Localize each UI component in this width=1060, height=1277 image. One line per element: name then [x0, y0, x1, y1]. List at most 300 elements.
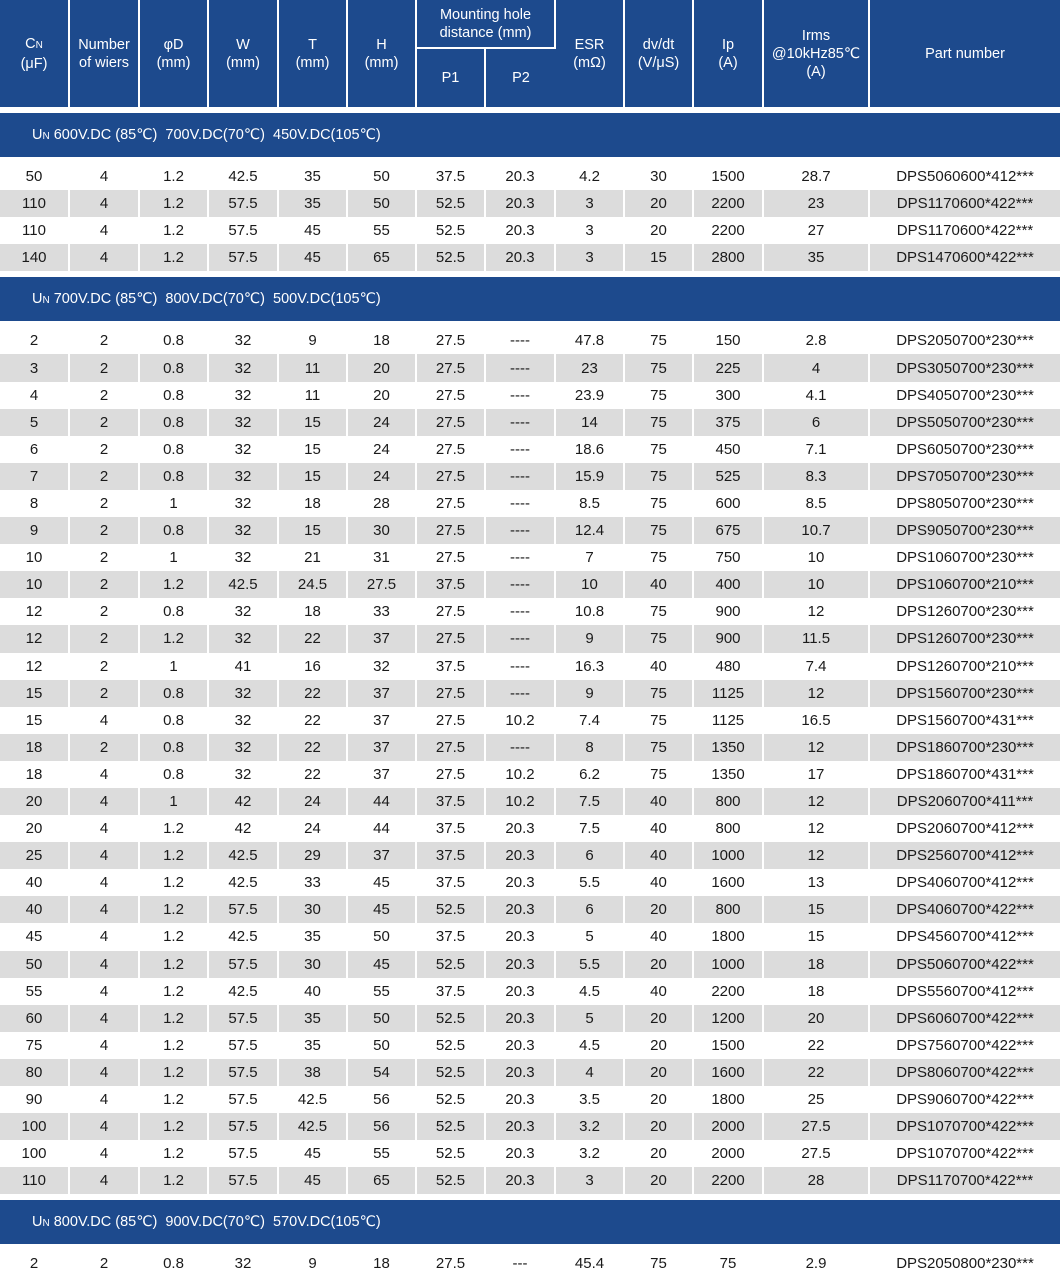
- cell-ip: 900: [694, 625, 764, 652]
- cell-ip: 2000: [694, 1113, 764, 1140]
- cell-p1: 52.5: [417, 244, 486, 271]
- cell-diameter: 1.2: [140, 571, 209, 598]
- cell-dvdt: 75: [625, 517, 694, 544]
- cell-p2: ----: [486, 490, 556, 517]
- table-header: [0, 0, 1060, 107]
- table-row: [0, 463, 1060, 490]
- cell-part-number: DPS1170700*422***: [870, 1167, 1060, 1194]
- cell-height: 30: [348, 517, 417, 544]
- cell-thickness: 42.5: [279, 1113, 348, 1140]
- cell-p1: 27.5: [417, 598, 486, 625]
- cell-p2: ----: [486, 463, 556, 490]
- cell-capacitance: 20: [0, 815, 70, 842]
- cell-irms: 25: [764, 1086, 870, 1113]
- cell-width: 32: [209, 490, 279, 517]
- cell-height: 50: [348, 163, 417, 190]
- cell-ip: 1350: [694, 734, 764, 761]
- cell-esr: 23.9: [556, 382, 625, 409]
- table-row: [0, 815, 1060, 842]
- cell-width: 42.5: [209, 842, 279, 869]
- cell-thickness: 16: [279, 653, 348, 680]
- cell-esr: 47.8: [556, 327, 625, 354]
- cell-width: 42.5: [209, 163, 279, 190]
- cell-part-number: DPS1170600*422***: [870, 190, 1060, 217]
- cell-dvdt: 20: [625, 1005, 694, 1032]
- table-row: [0, 354, 1060, 381]
- cell-capacitance: 60: [0, 1005, 70, 1032]
- cell-part-number: DPS1560700*230***: [870, 680, 1060, 707]
- cell-p2: ----: [486, 680, 556, 707]
- cell-p1: 27.5: [417, 517, 486, 544]
- cell-capacitance: 18: [0, 734, 70, 761]
- cell-thickness: 24.5: [279, 571, 348, 598]
- cell-p1: 27.5: [417, 463, 486, 490]
- cell-irms: 2.8: [764, 327, 870, 354]
- cell-wires: 2: [70, 571, 140, 598]
- cell-irms: 12: [764, 680, 870, 707]
- cell-capacitance: 15: [0, 680, 70, 707]
- voltage-section-header: [0, 271, 1060, 327]
- cell-width: 42.5: [209, 571, 279, 598]
- cell-irms: 10: [764, 571, 870, 598]
- table-body: [0, 107, 1060, 1277]
- cell-irms: 7.1: [764, 436, 870, 463]
- cell-diameter: 1.2: [140, 625, 209, 652]
- cell-wires: 4: [70, 1086, 140, 1113]
- header-height: H (mm): [348, 0, 417, 107]
- cell-thickness: 11: [279, 382, 348, 409]
- cell-ip: 800: [694, 815, 764, 842]
- cell-p1: 37.5: [417, 788, 486, 815]
- cell-thickness: 15: [279, 463, 348, 490]
- cell-thickness: 30: [279, 951, 348, 978]
- cell-esr: 6.2: [556, 761, 625, 788]
- cell-part-number: DPS9060700*422***: [896, 1091, 1034, 1109]
- table-row: [0, 1059, 1060, 1086]
- cell-width: 42: [209, 815, 279, 842]
- table-row: [0, 734, 1060, 761]
- cell-p2: ----: [486, 327, 556, 354]
- header-number-of-wires: Number of wiers: [70, 0, 140, 107]
- table-row: [0, 1032, 1060, 1059]
- cell-part-number: DPS2060700*412***: [896, 820, 1034, 838]
- cell-p2: 20.3: [486, 1059, 556, 1086]
- cell-esr: 6: [556, 896, 625, 923]
- cell-p1: 27.5: [417, 382, 486, 409]
- cell-diameter: 1.2: [140, 815, 209, 842]
- cell-ip: 1200: [694, 1005, 764, 1032]
- cell-capacitance: 12: [0, 653, 70, 680]
- cell-capacitance: 2: [0, 1250, 70, 1277]
- table-row: [0, 217, 1060, 244]
- cell-p1: 52.5: [417, 1059, 486, 1086]
- cell-dvdt: 20: [625, 951, 694, 978]
- table-row: [0, 951, 1060, 978]
- cell-width: 32: [209, 625, 279, 652]
- cell-dvdt: 20: [625, 217, 694, 244]
- cell-irms: 27.5: [764, 1113, 870, 1140]
- cell-ip: 800: [694, 896, 764, 923]
- cell-diameter: 1.2: [140, 1005, 209, 1032]
- table-row: [0, 244, 1060, 271]
- cell-esr: 15.9: [556, 463, 625, 490]
- cell-irms: 35: [764, 244, 870, 271]
- cell-p1: 52.5: [417, 1086, 486, 1113]
- cell-esr: 4.5: [556, 978, 625, 1005]
- header-p2: P2: [486, 47, 556, 107]
- cell-ip: 450: [694, 436, 764, 463]
- cell-capacitance: 25: [0, 842, 70, 869]
- cell-capacitance: 140: [0, 244, 70, 271]
- cell-irms: 12: [764, 815, 870, 842]
- cell-irms: 22: [764, 1059, 870, 1086]
- cell-p2: ----: [486, 354, 556, 381]
- cell-capacitance: 40: [0, 896, 70, 923]
- cell-esr: 5.5: [556, 869, 625, 896]
- header-esr: ESR (mΩ): [556, 0, 625, 107]
- cell-part-number: DPS1170600*422***: [896, 222, 1034, 240]
- cell-height: 45: [348, 896, 417, 923]
- cell-dvdt: 20: [625, 1059, 694, 1086]
- cell-width: 57.5: [209, 1167, 279, 1194]
- cell-wires: 4: [70, 163, 140, 190]
- cell-height: 24: [348, 463, 417, 490]
- cell-esr: 5.5: [556, 951, 625, 978]
- cell-irms: 28.7: [764, 163, 870, 190]
- cell-width: 32: [209, 734, 279, 761]
- cell-p2: 10.2: [486, 761, 556, 788]
- cell-p2: ----: [486, 571, 556, 598]
- voltage-rating-label: [0, 1194, 1060, 1250]
- cell-dvdt: 40: [625, 571, 694, 598]
- cell-p2: 20.3: [486, 978, 556, 1005]
- cell-height: 24: [348, 409, 417, 436]
- cell-thickness: 24: [279, 788, 348, 815]
- cell-diameter: 1.2: [140, 923, 209, 950]
- cell-esr: 9: [556, 625, 625, 652]
- cell-wires: 4: [70, 1140, 140, 1167]
- cell-dvdt: 30: [625, 163, 694, 190]
- cell-dvdt: 75: [625, 382, 694, 409]
- cell-p2: 20.3: [486, 1113, 556, 1140]
- cell-thickness: 40: [279, 978, 348, 1005]
- table-row: [0, 625, 1060, 652]
- cell-height: 65: [348, 244, 417, 271]
- cell-p1: 52.5: [417, 1113, 486, 1140]
- cell-diameter: 0.8: [140, 463, 209, 490]
- voltage-symbol: U: [32, 1214, 43, 1231]
- cell-p2: 20.3: [486, 1086, 556, 1113]
- cell-diameter: 1.2: [140, 190, 209, 217]
- cell-thickness: 30: [279, 896, 348, 923]
- cell-dvdt: 20: [625, 1167, 694, 1194]
- cell-part-number: DPS6060700*422***: [870, 1005, 1060, 1032]
- cell-capacitance: 100: [0, 1113, 70, 1140]
- header-diameter: φD (mm): [140, 0, 209, 107]
- table-row: [0, 517, 1060, 544]
- cell-width: 42: [209, 788, 279, 815]
- cell-thickness: 11: [279, 354, 348, 381]
- cell-thickness: 22: [279, 707, 348, 734]
- cell-part-number: DPS1070700*422***: [870, 1113, 1060, 1140]
- cell-irms: 23: [764, 190, 870, 217]
- cell-diameter: 1.2: [140, 1086, 209, 1113]
- table-row: [0, 1005, 1060, 1032]
- cell-wires: 4: [70, 896, 140, 923]
- header-capacitance: CN (μF): [0, 0, 70, 107]
- cell-diameter: 0.8: [140, 707, 209, 734]
- cell-capacitance: 50: [0, 163, 70, 190]
- cell-irms: 12: [764, 734, 870, 761]
- cell-dvdt: 40: [625, 842, 694, 869]
- cell-p2: 20.3: [486, 1167, 556, 1194]
- cell-height: 37: [348, 707, 417, 734]
- table-row: [0, 327, 1060, 354]
- cell-p1: 27.5: [417, 327, 486, 354]
- cell-ip: 1350: [694, 761, 764, 788]
- header-dvdt: dv/dt (V/μS): [625, 0, 694, 107]
- cell-esr: 14: [556, 409, 625, 436]
- cell-part-number: DPS9050700*230***: [870, 517, 1060, 544]
- cell-height: 18: [348, 1250, 417, 1277]
- cell-capacitance: 90: [0, 1086, 70, 1113]
- cell-wires: 4: [70, 1113, 140, 1140]
- cell-diameter: 1: [140, 490, 209, 517]
- cell-p1: 27.5: [417, 680, 486, 707]
- cell-diameter: 1.2: [140, 1140, 209, 1167]
- cell-height: 31: [348, 544, 417, 571]
- cell-ip: 525: [694, 463, 764, 490]
- cell-dvdt: 75: [625, 327, 694, 354]
- cell-p1: 27.5: [417, 436, 486, 463]
- cell-wires: 2: [70, 490, 140, 517]
- cell-height: 18: [348, 327, 417, 354]
- cell-height: 20: [348, 382, 417, 409]
- cell-ip: 1000: [694, 842, 764, 869]
- cell-width: 42.5: [209, 923, 279, 950]
- cell-thickness: 35: [279, 190, 348, 217]
- cell-thickness: 22: [279, 734, 348, 761]
- cell-p2: ----: [486, 625, 556, 652]
- cell-irms: 27: [764, 217, 870, 244]
- cell-p2: 20.3: [486, 244, 556, 271]
- cell-esr: 5: [556, 923, 625, 950]
- cell-height: 55: [348, 217, 417, 244]
- cell-part-number: DPS4060700*422***: [870, 896, 1060, 923]
- cell-capacitance: 2: [0, 327, 70, 354]
- cell-wires: 4: [70, 869, 140, 896]
- cell-p1: 52.5: [417, 1167, 486, 1194]
- cell-irms: 10.7: [764, 517, 870, 544]
- cell-width: 41: [209, 653, 279, 680]
- table-row: [0, 490, 1060, 517]
- voltage-ratings: 700V.DC (85℃) 800V.DC(70℃) 500V.DC(105℃): [49, 291, 381, 308]
- cell-p1: 52.5: [417, 190, 486, 217]
- cell-p2: 20.3: [486, 217, 556, 244]
- cell-diameter: 1.2: [140, 244, 209, 271]
- cell-thickness: 45: [279, 1140, 348, 1167]
- header-mounting-hole-distance: Mounting hole distance (mm): [417, 0, 556, 47]
- cell-p1: 37.5: [417, 923, 486, 950]
- cell-capacitance: 10: [0, 571, 70, 598]
- cell-width: 57.5: [209, 244, 279, 271]
- cell-width: 32: [209, 1250, 279, 1277]
- cell-thickness: 35: [279, 163, 348, 190]
- cell-diameter: 1.2: [140, 978, 209, 1005]
- cell-part-number: DPS5050700*230***: [870, 409, 1060, 436]
- cell-part-number: DPS8050700*230***: [896, 494, 1034, 512]
- table-row: [0, 409, 1060, 436]
- cell-height: 44: [348, 788, 417, 815]
- cell-width: 42.5: [209, 978, 279, 1005]
- cell-ip: 1800: [694, 923, 764, 950]
- voltage-symbol-subscript: N: [42, 131, 50, 142]
- cell-thickness: 9: [279, 327, 348, 354]
- cell-part-number: DPS2560700*412***: [870, 842, 1060, 869]
- cell-width: 32: [209, 707, 279, 734]
- cell-part-number: DPS6050700*230***: [896, 440, 1034, 458]
- table-row: [0, 382, 1060, 409]
- cell-wires: 2: [70, 382, 140, 409]
- cell-ip: 225: [694, 354, 764, 381]
- cell-width: 57.5: [209, 190, 279, 217]
- cell-part-number: DPS2050800*230***: [896, 1255, 1034, 1273]
- cell-part-number: DPS1560700*431***: [896, 711, 1034, 729]
- header-irms: Irms @10kHz85℃ (A): [764, 0, 870, 107]
- cell-capacitance: 80: [0, 1059, 70, 1086]
- cell-wires: 2: [70, 1250, 140, 1277]
- cell-esr: 3.2: [556, 1113, 625, 1140]
- cell-height: 50: [348, 1032, 417, 1059]
- cell-height: 37: [348, 625, 417, 652]
- cell-diameter: 0.8: [140, 598, 209, 625]
- cell-ip: 1500: [694, 163, 764, 190]
- cell-irms: 16.5: [764, 707, 870, 734]
- cell-esr: 7.4: [556, 707, 625, 734]
- cell-p2: 20.3: [486, 163, 556, 190]
- cell-dvdt: 75: [625, 463, 694, 490]
- cell-height: 45: [348, 869, 417, 896]
- cell-dvdt: 40: [625, 653, 694, 680]
- cell-dvdt: 20: [625, 1086, 694, 1113]
- cell-capacitance: 9: [0, 517, 70, 544]
- cell-part-number: DPS5060600*412***: [896, 168, 1034, 186]
- cell-esr: 8: [556, 734, 625, 761]
- cell-thickness: 22: [279, 680, 348, 707]
- cell-diameter: 1.2: [140, 1032, 209, 1059]
- table-row: [0, 163, 1060, 190]
- cell-part-number: DPS1070700*422***: [896, 1145, 1034, 1163]
- cell-p2: 20.3: [486, 869, 556, 896]
- cell-p2: ----: [486, 653, 556, 680]
- header-part-number: Part number: [870, 0, 1060, 107]
- cell-dvdt: 20: [625, 1113, 694, 1140]
- cell-esr: 4.2: [556, 163, 625, 190]
- cell-p1: 27.5: [417, 490, 486, 517]
- cell-wires: 2: [70, 680, 140, 707]
- cell-diameter: 0.8: [140, 1250, 209, 1277]
- cell-capacitance: 18: [0, 761, 70, 788]
- cell-height: 37: [348, 842, 417, 869]
- table-row: [0, 978, 1060, 1005]
- cell-dvdt: 15: [625, 244, 694, 271]
- cell-thickness: 24: [279, 815, 348, 842]
- cell-diameter: 1.2: [140, 1059, 209, 1086]
- cell-dvdt: 75: [625, 1250, 694, 1277]
- cell-diameter: 0.8: [140, 409, 209, 436]
- voltage-symbol-subscript: N: [42, 1218, 50, 1230]
- cell-part-number: DPS1260700*230***: [870, 625, 1060, 652]
- cell-ip: 375: [694, 409, 764, 436]
- cell-thickness: 45: [279, 217, 348, 244]
- cell-width: 57.5: [209, 1086, 279, 1113]
- cell-esr: 3.5: [556, 1086, 625, 1113]
- cell-height: 44: [348, 815, 417, 842]
- cell-wires: 2: [70, 327, 140, 354]
- cell-capacitance: 8: [0, 490, 70, 517]
- cell-irms: 12: [764, 842, 870, 869]
- cell-part-number: DPS1860700*431***: [896, 765, 1034, 783]
- cell-p2: 10.2: [486, 788, 556, 815]
- cell-p1: 52.5: [417, 951, 486, 978]
- cell-thickness: 35: [279, 923, 348, 950]
- cell-capacitance: 20: [0, 788, 70, 815]
- cell-diameter: 0.8: [140, 327, 209, 354]
- cell-height: 55: [348, 1140, 417, 1167]
- cell-width: 32: [209, 463, 279, 490]
- cell-capacitance: 15: [0, 707, 70, 734]
- table-row: [0, 1167, 1060, 1194]
- cell-part-number: DPS4060700*412***: [896, 874, 1034, 892]
- cell-irms: 28: [764, 1167, 870, 1194]
- table-row: [0, 761, 1060, 788]
- cell-ip: 150: [694, 327, 764, 354]
- cell-capacitance: 3: [0, 354, 70, 381]
- cell-ip: 1000: [694, 951, 764, 978]
- cell-p1: 37.5: [417, 842, 486, 869]
- cell-width: 57.5: [209, 217, 279, 244]
- cell-diameter: 1.2: [140, 163, 209, 190]
- cell-dvdt: 20: [625, 1140, 694, 1167]
- table-row: [0, 842, 1060, 869]
- cell-irms: 8.3: [764, 463, 870, 490]
- cell-ip: 800: [694, 788, 764, 815]
- cell-ip: 1125: [694, 707, 764, 734]
- table-row: [0, 544, 1060, 571]
- cell-esr: 45.4: [556, 1250, 625, 1277]
- cell-diameter: 1.2: [140, 1113, 209, 1140]
- cell-height: 20: [348, 354, 417, 381]
- cell-p2: 20.3: [486, 1032, 556, 1059]
- cell-width: 32: [209, 354, 279, 381]
- cell-p1: 27.5: [417, 761, 486, 788]
- cell-thickness: 45: [279, 244, 348, 271]
- cell-irms: 4: [764, 354, 870, 381]
- cell-height: 54: [348, 1059, 417, 1086]
- cell-width: 32: [209, 761, 279, 788]
- cell-height: 32: [348, 653, 417, 680]
- cell-irms: 12: [764, 598, 870, 625]
- cell-p2: ----: [486, 436, 556, 463]
- cell-height: 56: [348, 1113, 417, 1140]
- cell-width: 57.5: [209, 1032, 279, 1059]
- cell-irms: 8.5: [764, 490, 870, 517]
- cell-part-number: DPS2060700*411***: [870, 788, 1060, 815]
- cell-esr: 4.5: [556, 1032, 625, 1059]
- cell-wires: 4: [70, 707, 140, 734]
- cell-part-number: DPS7560700*422***: [896, 1036, 1034, 1054]
- cell-p1: 52.5: [417, 1032, 486, 1059]
